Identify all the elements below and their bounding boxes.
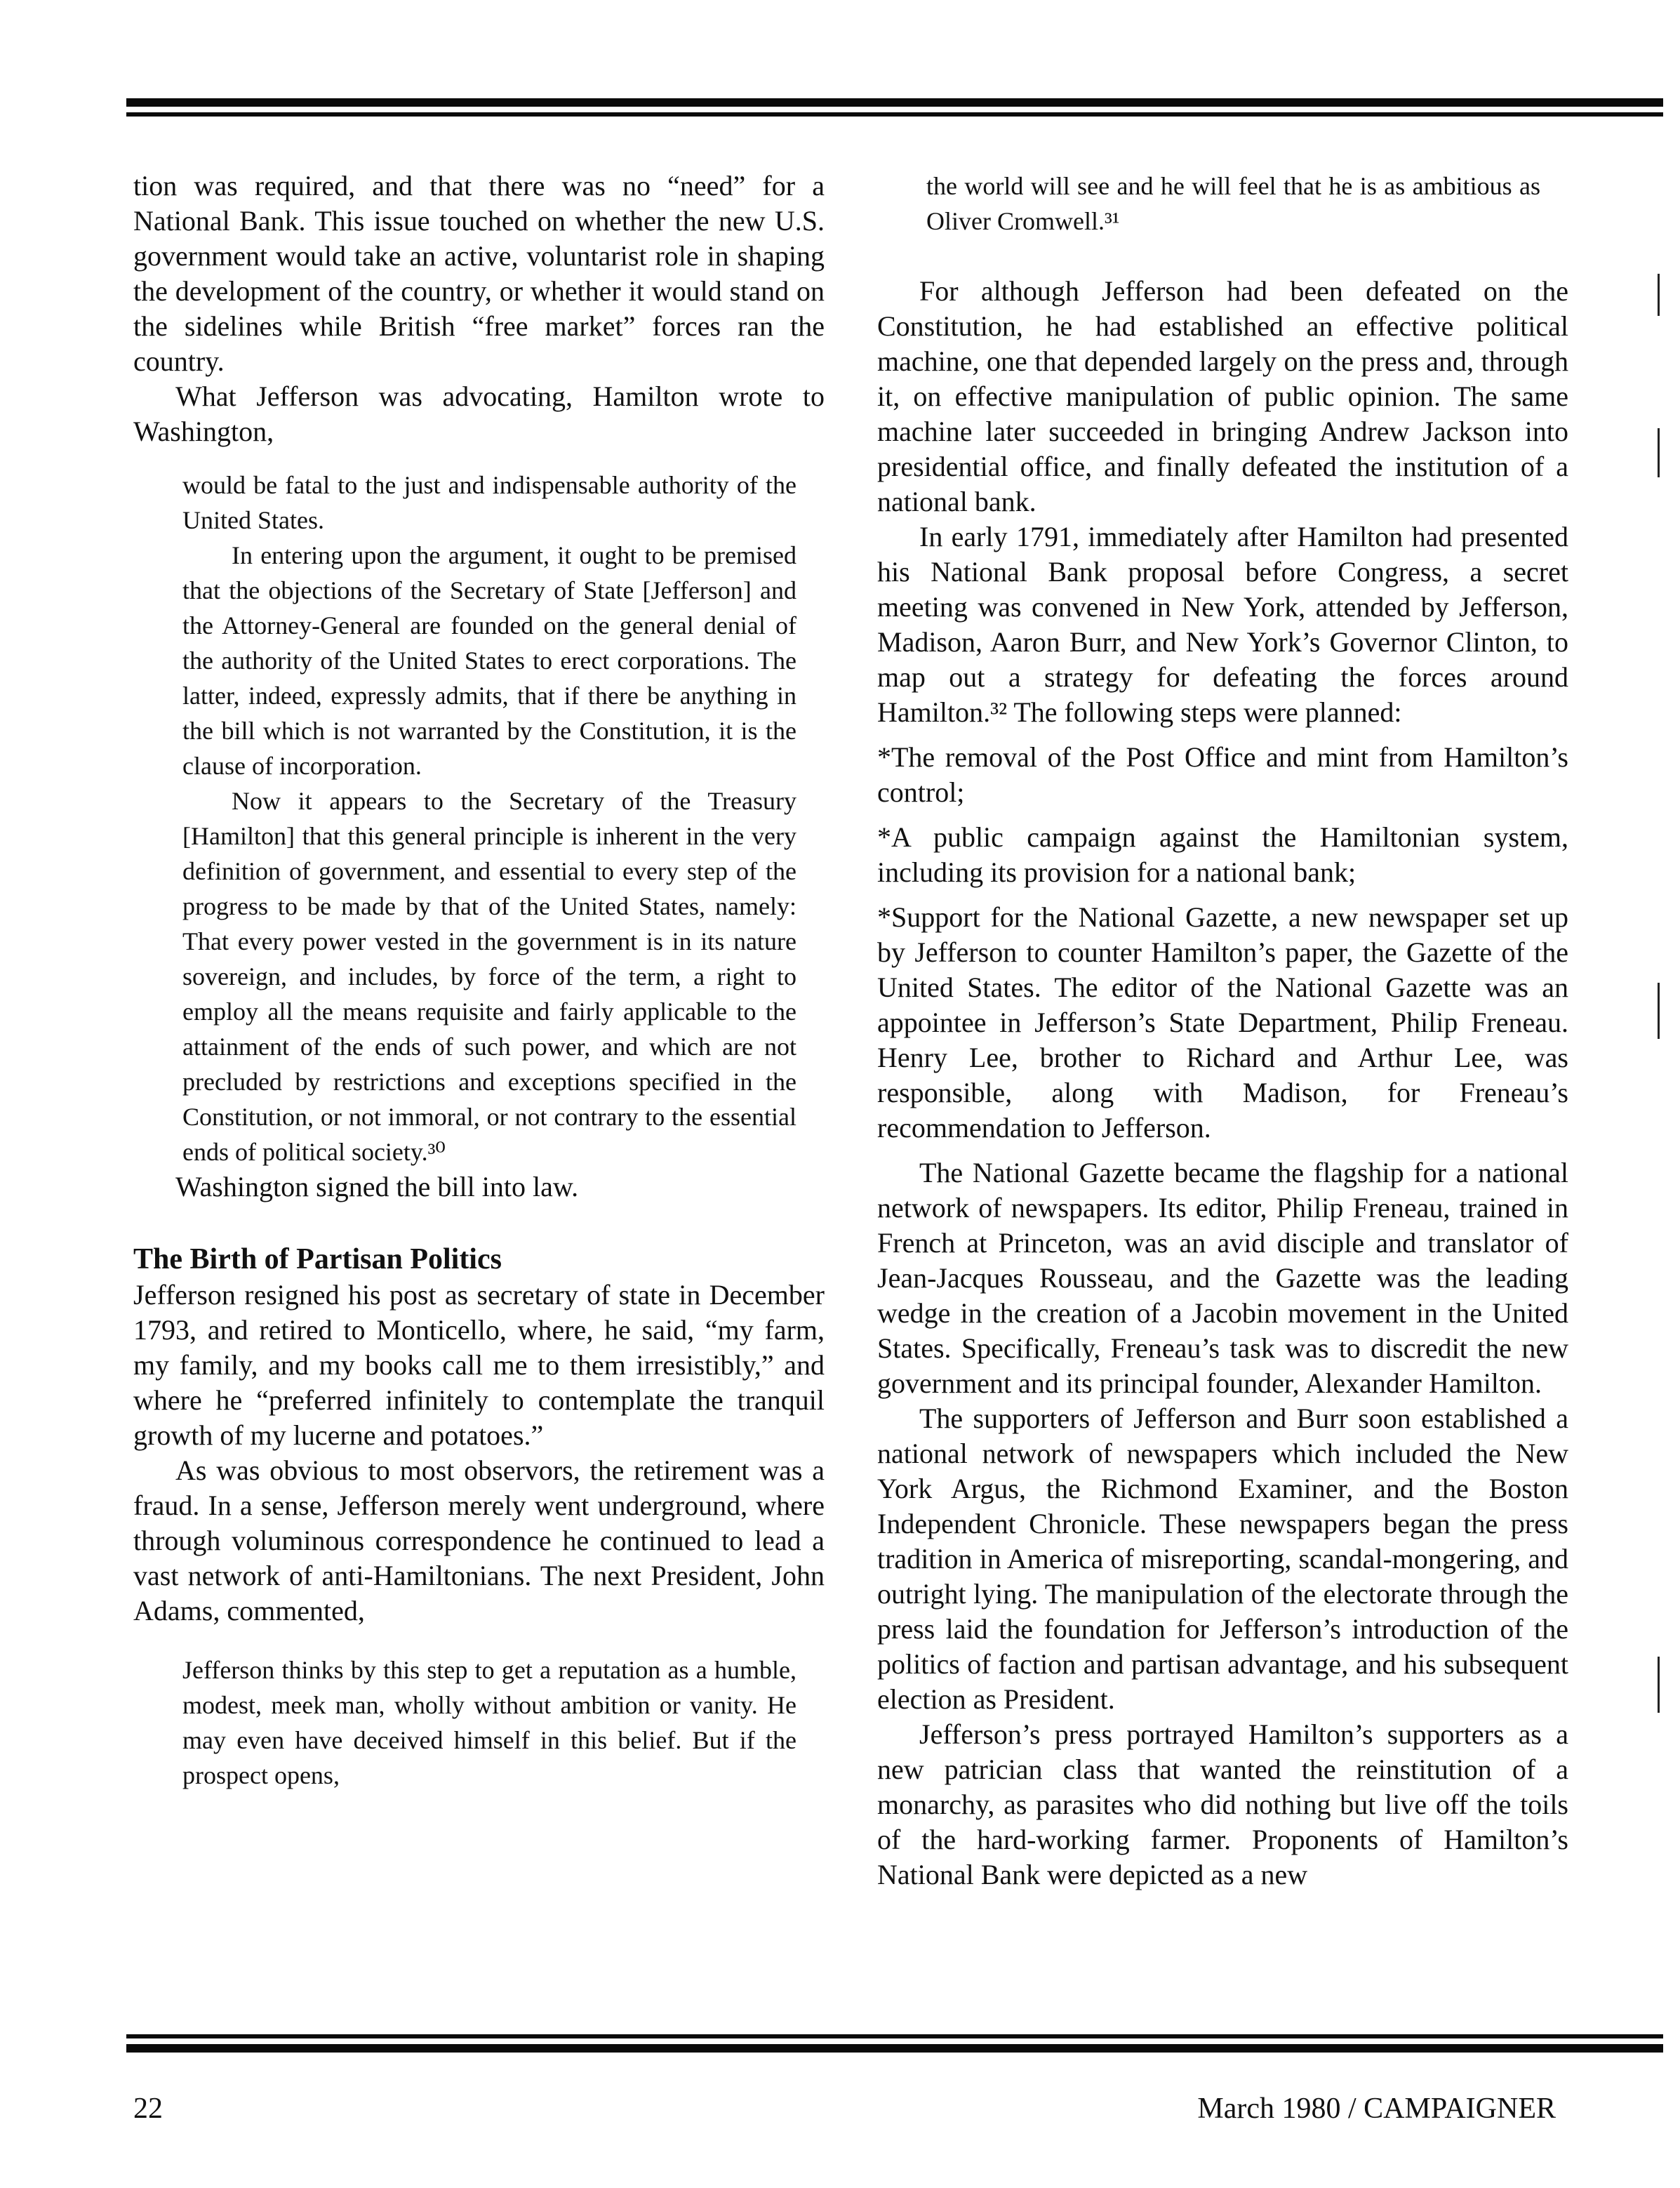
block-quote-continued (926, 168, 1540, 239)
quote-paragraph: Now it appears to the Secretary of the Treasury [Hamilton] that this general principle is inherent in the very definition of government, and essential to every step of the progress to be made by that of the United States, namely: That every power vested in the government is in its nature sovereign, and includes, by force of the term, a right to employ all the means requisite and fairly applicable to the attainment of the ends of such power, and which are not precluded by restrictions and exceptions specified in the Constitution, or not immoral, or not contrary to the essential ends of political society.³⁰ (182, 787, 796, 1166)
top-rule-thick (126, 98, 1663, 107)
quote-paragraph: would be fatal to the just and indispensable authority of the United States. (182, 471, 796, 534)
top-rule-thin (126, 112, 1663, 117)
bottom-rule-thick (126, 2044, 1663, 2053)
paragraph: For although Jefferson had been defeated on the Constitution, he had established an effective political machine, one that depended largely on the press and, through it, on effective manipulation of public opinion. The same machine later succeeded in bringing Andrew Jackson into presidential office, and finally defeated the institution of a national bank. (877, 275, 1568, 517)
bullet-item: *The removal of the Post Office and mint from Hamilton’s control; (877, 741, 1568, 808)
quote-paragraph: In entering upon the argument, it ought to be premised that the objections of the Secretary of State [Jefferson] and the Attorney-General are founded on the general denial of the authority of the United States to erect corporations. The latter, indeed, expressly admits, that if there be anything in the bill which is not warranted by the Constitution, it is the clause of incorporation. (182, 541, 796, 780)
quote-paragraph: Jefferson thinks by this step to get a reputation as a humble, modest, meek man, wholly without ambition or vanity. He may even have deceived himself in this belief. But if the prospect opens, (182, 1656, 796, 1789)
paragraph: tion was required, and that there was no “need” for a National Bank. This issue touched on whether the new U.S. government would take an active, voluntarist role in shaping the development of the country, or whether it would stand on the sidelines while British “free market” forces ran the country. (133, 170, 825, 377)
right-column (877, 168, 1568, 1892)
margin-mark (1658, 983, 1660, 1039)
bullet-item: *A public campaign against the Hamiltonian system, including its provision for a national bank; (877, 821, 1568, 888)
left-column (133, 168, 825, 1793)
bullet-item: *Support for the National Gazette, a new newspaper set up by Jefferson to counter Hamilton’s paper, the Gazette of the United States. The editor of the National Gazette was an appointee in Jefferson’s State Department, Philip Freneau. Henry Lee, brother to Richard and Arthur Lee, was responsible, along with Madison, for Freneau’s recommendation to Jefferson. (877, 901, 1568, 1143)
quote-paragraph: the world will see and he will feel that he is as ambitious as Oliver Cromwell.³¹ (926, 172, 1540, 235)
bottom-rule-thin (126, 2034, 1663, 2038)
paragraph: Jefferson resigned his post as secretary of state in December 1793, and retired to Monticello, where, he said, “my farm, my family, and my books call me to them irresistibly,” and where he “preferred infinitely to contemplate the tranquil growth of my lucerne and potatoes.” (133, 1279, 825, 1451)
paragraph: As was obvious to most observors, the retirement was a fraud. In a sense, Jefferson merely went underground, where through voluminous correspondence he continued to lead a vast network of anti-Hamiltonians. The next President, John Adams, commented, (133, 1454, 825, 1626)
margin-mark (1658, 428, 1660, 477)
margin-mark (1658, 1657, 1660, 1713)
paragraph: Washington signed the bill into law. (175, 1171, 579, 1202)
block-quote (182, 1652, 796, 1793)
paragraph: In early 1791, immediately after Hamilton had presented his National Bank proposal before Congress, a secret meeting was convened in New York, attended by Jefferson, Madison, Aaron Burr, and New York’s Governor Clinton, to map out a strategy for defeating the forces around Hamilton.³² The following steps were planned: (877, 521, 1568, 728)
issue-label: March 1980 / CAMPAIGNER (1197, 2093, 1556, 2125)
margin-mark (1658, 274, 1660, 316)
paragraph: Jefferson’s press portrayed Hamilton’s supporters as a new patrician class that wanted the reinstitution of a monarchy, as parasites who did nothing but live off the toils of the hard-working farmer. Proponents of Hamilton’s National Bank were depicted as a new (877, 1718, 1568, 1890)
paragraph: What Jefferson was advocating, Hamilton wrote to Washington, (133, 380, 825, 447)
paragraph: The National Gazette became the flagship for a national network of newspapers. Its editor, Philip Freneau, trained in French at Princeton, was an avid disciple and translator of Jean-Jacques Rousseau, and the Gazette was the leading wedge in the creation of a Jacobin movement in the United States. Specifically, Freneau’s task was to discredit the new government and its principal founder, Alexander Hamilton. (877, 1157, 1568, 1399)
page-number: 22 (133, 2093, 163, 2125)
paragraph: The supporters of Jefferson and Burr soon established a national network of newspapers which included the New York Argus, the Richmond Examiner, and the Boston Independent Chronicle. These newspapers began the press tradition in America of misreporting, scandal-mongering, and outright lying. The manipulation of the electorate through the press laid the foundation for Jefferson’s introduction of the politics of faction and partisan advantage, and his subsequent election as President. (877, 1403, 1568, 1715)
block-quote (182, 468, 796, 1169)
section-heading: The Birth of Partisan Politics (133, 1243, 502, 1275)
